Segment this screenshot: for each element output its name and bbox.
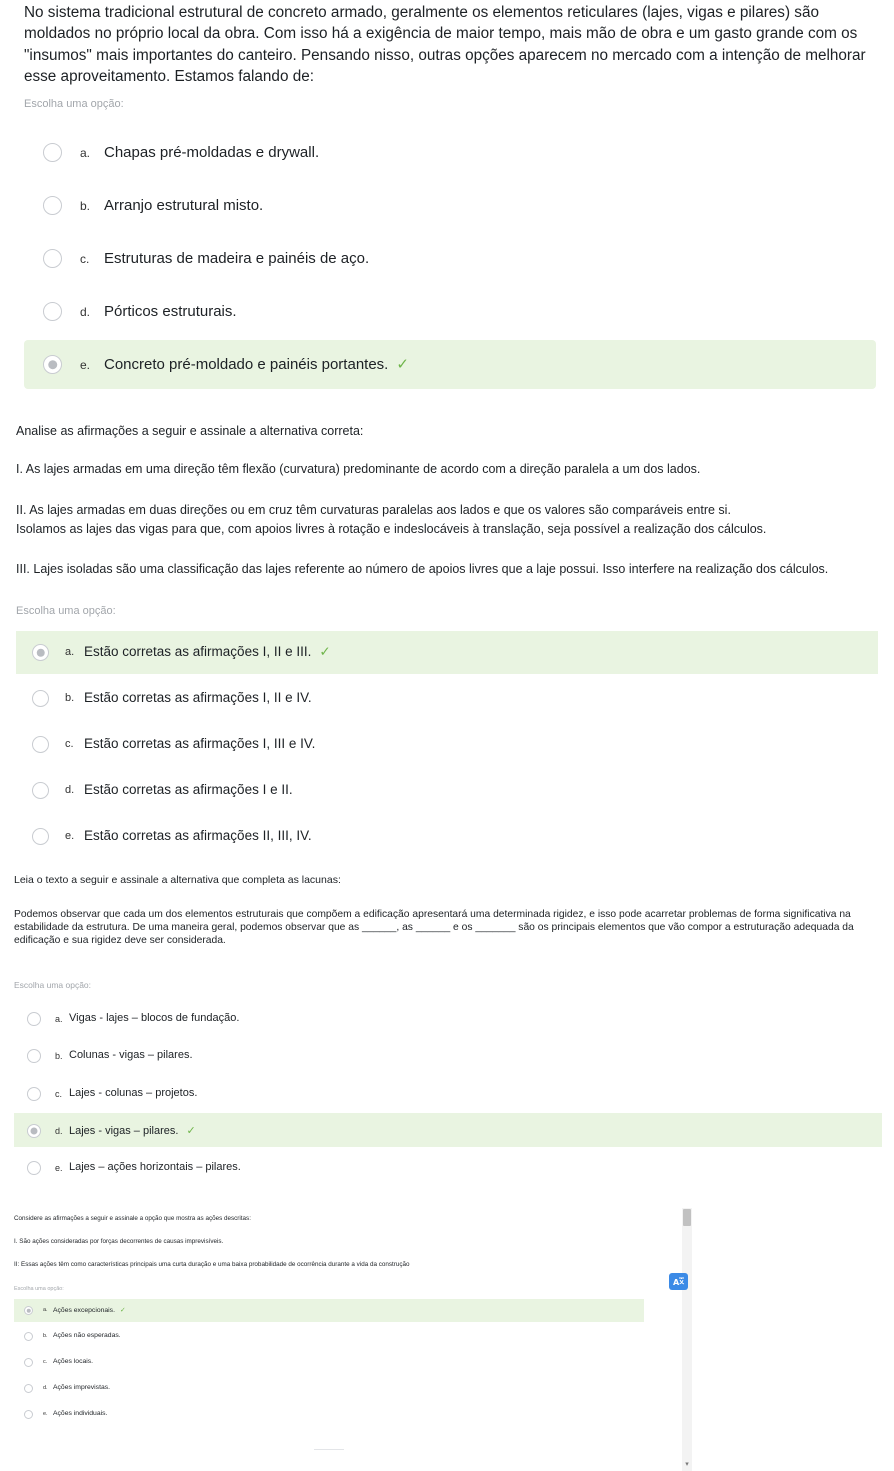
option-letter: e. [65, 830, 75, 842]
option-text [84, 644, 331, 660]
option-text: Ações imprevistas. [53, 1384, 111, 1391]
q2-statement-3: III. Lajes isoladas são uma classificação das lajes referente ao número de apoios livres que a laje possui. Isso interfere na realização dos cálculos. [16, 562, 829, 576]
q1-radio-a[interactable] [43, 143, 62, 162]
option-letter: a. [43, 1307, 48, 1313]
option-text: Chapas pré-moldadas e drywall. [104, 144, 320, 161]
scrollbar-track[interactable] [682, 1208, 692, 1471]
option-letter: a. [65, 646, 75, 658]
option-text [53, 1306, 126, 1314]
option-letter: e. [43, 1411, 48, 1417]
option-text: Estão corretas as afirmações I e II. [84, 782, 293, 797]
option-letter: c. [80, 252, 90, 266]
q2-radio-e[interactable] [32, 828, 49, 845]
option-letter: b. [43, 1333, 48, 1339]
q2-radio-c[interactable] [32, 736, 49, 753]
q2-statement-1: I. As lajes armadas em uma direção têm flexão (curvatura) predominante de acordo com a direção paralela a um dos lados. [16, 462, 701, 476]
divider [314, 1449, 344, 1450]
check-icon: ✓ [396, 356, 409, 373]
q4-statement-1: I. São ações consideradas por forças decorrentes de causas imprevisíveis. [14, 1238, 224, 1245]
q3-radio-c[interactable] [27, 1087, 41, 1101]
q2-radio-b[interactable] [32, 690, 49, 707]
q3-radio-d[interactable] [27, 1124, 41, 1138]
svg-text:A: A [673, 1278, 680, 1287]
q4-radio-c[interactable] [24, 1358, 33, 1367]
scrollbar-thumb[interactable] [683, 1209, 691, 1226]
option-text: Ações não esperadas. [53, 1332, 121, 1339]
q3-radio-e[interactable] [27, 1161, 41, 1175]
q1-question-text: No sistema tradicional estrutural de concreto armado, geralmente os elementos reticulares (lajes, vigas e pilares) são moldados no próprio local da obra. Com isso há a exigência de maior tempo, mais mão de obra e um gasto grande com os "insumos" mais importantes do canteiro. Pensando nisso, outras opções aparecem no mercado com a intenção de melhorar esse aproveitamento. Estamos falando de: [24, 4, 866, 85]
check-icon: ✓ [319, 644, 331, 659]
q4-statement-2: II: Essas ações têm como características principais uma curta duração e uma baixa probabilidade de ocorrência durante a vida da construção [14, 1261, 410, 1268]
q2-statement-2-cont: Isolamos as lajes das vigas para que, com apoios livres à rotação e indeslocáveis à translação, seja possível a realização dos cálculos. [16, 522, 767, 536]
option-letter: c. [55, 1089, 63, 1099]
option-text: Estruturas de madeira e painéis de aço. [104, 250, 370, 267]
option-text-label: Ações excepcionais. [53, 1307, 115, 1314]
scroll-down-arrow-icon[interactable]: ▾ [685, 1461, 689, 1468]
q1-radio-d[interactable] [43, 302, 62, 321]
option-letter: c. [65, 738, 74, 750]
q2-radio-a[interactable] [32, 644, 49, 661]
option-text [104, 355, 409, 373]
option-text: Arranjo estrutural misto. [104, 197, 264, 214]
q4-choose-hint: Escolha uma opção: [14, 1286, 64, 1292]
option-text [69, 1124, 196, 1137]
option-text-label: Lajes - vigas – pilares. [69, 1125, 179, 1137]
option-letter: c. [43, 1359, 48, 1365]
option-letter: a. [55, 1014, 63, 1024]
option-letter: e. [80, 358, 91, 372]
option-text: Estão corretas as afirmações II, III, IV. [84, 828, 312, 843]
q3-choose-hint: Escolha uma opção: [14, 980, 92, 990]
q1-radio-e[interactable] [43, 355, 62, 374]
option-letter: b. [65, 692, 75, 704]
option-letter: d. [80, 305, 91, 319]
option-text: Lajes – ações horizontais – pilares. [69, 1161, 241, 1173]
option-text: Pórticos estruturais. [104, 303, 237, 320]
q2-statement-2: II. As lajes armadas em duas direções ou em cruz têm curvaturas paralelas aos lados e que os valores são comparáveis entre si. [16, 503, 731, 517]
option-letter: d. [55, 1126, 63, 1136]
option-letter: e. [55, 1163, 63, 1173]
q1-choose-hint: Escolha uma opção: [24, 98, 124, 110]
translate-button[interactable] [669, 1273, 688, 1290]
translate-icon [669, 1273, 688, 1290]
option-text: Estão corretas as afirmações I, III e IV. [84, 736, 316, 751]
q4-intro: Considere as afirmações a seguir e assinale a opção que mostra as ações descritas: [14, 1215, 251, 1222]
option-text: Lajes - colunas – projetos. [69, 1087, 198, 1099]
option-text: Vigas - lajes – blocos de fundação. [69, 1012, 240, 1024]
option-text: Ações locais. [53, 1358, 94, 1365]
q4-radio-e[interactable] [24, 1410, 33, 1419]
option-letter: b. [80, 199, 91, 213]
option-letter: a. [80, 146, 91, 160]
option-letter: d. [65, 784, 75, 796]
q4-radio-d[interactable] [24, 1384, 33, 1393]
q2-intro: Analise as afirmações a seguir e assinale a alternativa correta: [16, 424, 364, 438]
q3-question-text: Podemos observar que cada um dos elementos estruturais que compõem a edificação apresentará uma determinada rigidez, e isso pode acarretar problemas de forma significativa na estabilidade da estrutura. De uma maneira geral, podemos observar que as ______, as ______ e os _______ são os principais elementos que vão compor a estruturação adequada da edificação e sua rigidez deve ser considerada. [14, 909, 854, 947]
option-text-label: Estão corretas as afirmações I, II e III. [84, 644, 312, 659]
q1-radio-b[interactable] [43, 196, 62, 215]
q3-radio-b[interactable] [27, 1049, 41, 1063]
check-icon: ✓ [186, 1125, 196, 1137]
q1-radio-c[interactable] [43, 249, 62, 268]
q3-intro: Leia o texto a seguir e assinale a alternativa que completa as lacunas: [14, 874, 341, 886]
option-letter: d. [43, 1385, 48, 1391]
q3-radio-a[interactable] [27, 1012, 41, 1026]
q2-choose-hint: Escolha uma opção: [16, 605, 116, 617]
q4-radio-b[interactable] [24, 1332, 33, 1341]
q4-radio-a[interactable] [24, 1306, 33, 1315]
option-letter: b. [55, 1051, 63, 1061]
option-text: Colunas - vigas – pilares. [69, 1049, 193, 1061]
q2-radio-d[interactable] [32, 782, 49, 799]
option-text-label: Concreto pré-moldado e painéis portantes. [104, 356, 389, 373]
option-text: Ações individuais. [53, 1410, 108, 1417]
option-text: Estão corretas as afirmações I, II e IV. [84, 690, 312, 705]
check-icon: ✓ [119, 1307, 126, 1314]
